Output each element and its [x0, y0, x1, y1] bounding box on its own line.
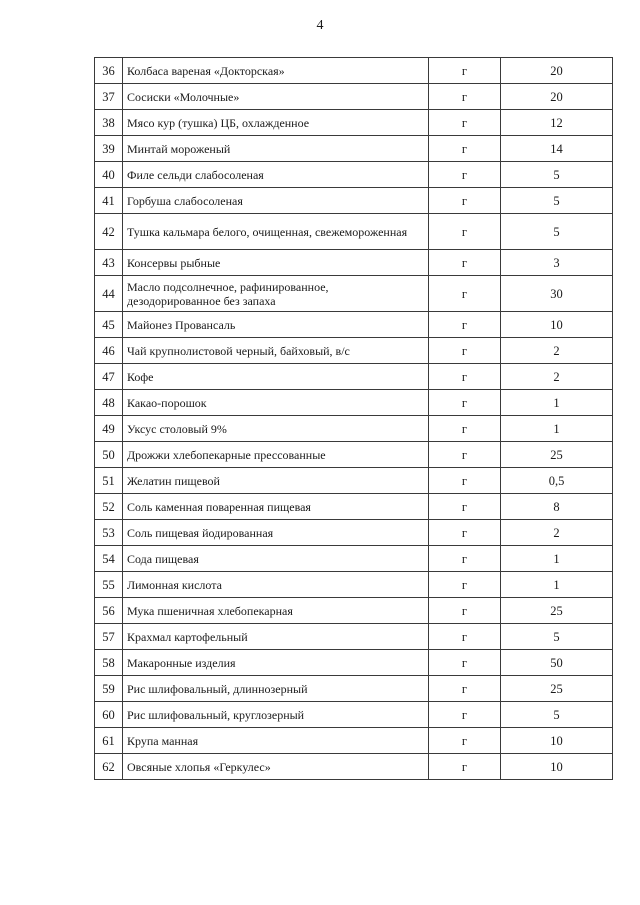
- quantity: 1: [501, 390, 613, 416]
- product-name: Майонез Провансаль: [123, 312, 429, 338]
- table-row: [95, 598, 613, 624]
- unit-of-measure: г: [429, 572, 501, 598]
- quantity: 5: [501, 162, 613, 188]
- row-number: 60: [95, 702, 123, 728]
- unit-of-measure: г: [429, 598, 501, 624]
- table-row: [95, 650, 613, 676]
- table-row: [95, 624, 613, 650]
- product-name: Рис шлифовальный, длиннозерный: [123, 676, 429, 702]
- row-number: 40: [95, 162, 123, 188]
- table-body: [95, 58, 613, 780]
- unit-of-measure: г: [429, 494, 501, 520]
- table-row: [95, 520, 613, 546]
- unit-of-measure: г: [429, 520, 501, 546]
- quantity: 10: [501, 754, 613, 780]
- product-name: Соль пищевая йодированная: [123, 520, 429, 546]
- product-name: Тушка кальмара белого, очищенная, свежемороженная: [123, 214, 429, 250]
- product-name: Масло подсолнечное, рафинированное, дезодорированное без запаха: [123, 276, 429, 312]
- row-number: 52: [95, 494, 123, 520]
- unit-of-measure: г: [429, 188, 501, 214]
- quantity: 10: [501, 312, 613, 338]
- unit-of-measure: г: [429, 338, 501, 364]
- table-row: [95, 110, 613, 136]
- table-row: [95, 136, 613, 162]
- product-name: Колбаса вареная «Докторская»: [123, 58, 429, 84]
- quantity: 0,5: [501, 468, 613, 494]
- table-row: [95, 214, 613, 250]
- table-row: [95, 416, 613, 442]
- table-row: [95, 276, 613, 312]
- row-number: 56: [95, 598, 123, 624]
- table-row: [95, 702, 613, 728]
- product-name: Сода пищевая: [123, 546, 429, 572]
- quantity: 5: [501, 624, 613, 650]
- row-number: 54: [95, 546, 123, 572]
- quantity: 1: [501, 572, 613, 598]
- quantity: 12: [501, 110, 613, 136]
- row-number: 36: [95, 58, 123, 84]
- table-row: [95, 250, 613, 276]
- product-name: Рис шлифовальный, круглозерный: [123, 702, 429, 728]
- row-number: 58: [95, 650, 123, 676]
- unit-of-measure: г: [429, 702, 501, 728]
- unit-of-measure: г: [429, 468, 501, 494]
- product-name: Консервы рыбные: [123, 250, 429, 276]
- quantity: 14: [501, 136, 613, 162]
- row-number: 45: [95, 312, 123, 338]
- unit-of-measure: г: [429, 546, 501, 572]
- unit-of-measure: г: [429, 676, 501, 702]
- quantity: 20: [501, 84, 613, 110]
- unit-of-measure: г: [429, 250, 501, 276]
- product-name: Желатин пищевой: [123, 468, 429, 494]
- unit-of-measure: г: [429, 728, 501, 754]
- product-name: Дрожжи хлебопекарные прессованные: [123, 442, 429, 468]
- quantity: 50: [501, 650, 613, 676]
- row-number: 62: [95, 754, 123, 780]
- row-number: 37: [95, 84, 123, 110]
- product-table: [94, 57, 612, 780]
- product-name: Чай крупнолистовой черный, байховый, в/с: [123, 338, 429, 364]
- quantity: 1: [501, 416, 613, 442]
- row-number: 48: [95, 390, 123, 416]
- product-name: Мясо кур (тушка) ЦБ, охлажденное: [123, 110, 429, 136]
- product-name: Уксус столовый 9%: [123, 416, 429, 442]
- row-number: 49: [95, 416, 123, 442]
- product-name: Крахмал картофельный: [123, 624, 429, 650]
- row-number: 53: [95, 520, 123, 546]
- product-name: Кофе: [123, 364, 429, 390]
- unit-of-measure: г: [429, 416, 501, 442]
- quantity: 1: [501, 546, 613, 572]
- quantity: 10: [501, 728, 613, 754]
- page-number: 4: [316, 18, 324, 33]
- table-row: [95, 572, 613, 598]
- table-row: [95, 676, 613, 702]
- unit-of-measure: г: [429, 364, 501, 390]
- row-number: 59: [95, 676, 123, 702]
- row-number: 38: [95, 110, 123, 136]
- quantity: 25: [501, 598, 613, 624]
- unit-of-measure: г: [429, 276, 501, 312]
- quantity: 20: [501, 58, 613, 84]
- row-number: 39: [95, 136, 123, 162]
- table-row: [95, 162, 613, 188]
- table-row: [95, 546, 613, 572]
- table-row: [95, 494, 613, 520]
- table-row: [95, 364, 613, 390]
- unit-of-measure: г: [429, 442, 501, 468]
- quantity: 30: [501, 276, 613, 312]
- quantity: 25: [501, 442, 613, 468]
- quantity: 2: [501, 520, 613, 546]
- row-number: 50: [95, 442, 123, 468]
- table-row: [95, 468, 613, 494]
- unit-of-measure: г: [429, 754, 501, 780]
- row-number: 51: [95, 468, 123, 494]
- unit-of-measure: г: [429, 214, 501, 250]
- product-name: Макаронные изделия: [123, 650, 429, 676]
- table-row: [95, 728, 613, 754]
- unit-of-measure: г: [429, 58, 501, 84]
- product-name: Горбуша слабосоленая: [123, 188, 429, 214]
- row-number: 47: [95, 364, 123, 390]
- row-number: 41: [95, 188, 123, 214]
- quantity: 5: [501, 188, 613, 214]
- product-name: Сосиски «Молочные»: [123, 84, 429, 110]
- product-name: Какао-порошок: [123, 390, 429, 416]
- table-row: [95, 338, 613, 364]
- product-name: Соль каменная поваренная пищевая: [123, 494, 429, 520]
- quantity: 2: [501, 364, 613, 390]
- unit-of-measure: г: [429, 162, 501, 188]
- table-row: [95, 188, 613, 214]
- product-name: Крупа манная: [123, 728, 429, 754]
- row-number: 57: [95, 624, 123, 650]
- row-number: 55: [95, 572, 123, 598]
- unit-of-measure: г: [429, 84, 501, 110]
- quantity: 2: [501, 338, 613, 364]
- quantity: 5: [501, 214, 613, 250]
- row-number: 44: [95, 276, 123, 312]
- unit-of-measure: г: [429, 624, 501, 650]
- table-row: [95, 442, 613, 468]
- product-name: Лимонная кислота: [123, 572, 429, 598]
- product-name: Овсяные хлопья «Геркулес»: [123, 754, 429, 780]
- product-name: Филе сельди слабосоленая: [123, 162, 429, 188]
- product-name: Минтай мороженый: [123, 136, 429, 162]
- table-row: [95, 84, 613, 110]
- quantity: 5: [501, 702, 613, 728]
- unit-of-measure: г: [429, 650, 501, 676]
- product-name: Мука пшеничная хлебопекарная: [123, 598, 429, 624]
- unit-of-measure: г: [429, 312, 501, 338]
- quantity: 8: [501, 494, 613, 520]
- unit-of-measure: г: [429, 110, 501, 136]
- unit-of-measure: г: [429, 390, 501, 416]
- quantity: 25: [501, 676, 613, 702]
- row-number: 43: [95, 250, 123, 276]
- table-row: [95, 58, 613, 84]
- table-row: [95, 312, 613, 338]
- quantity: 3: [501, 250, 613, 276]
- row-number: 42: [95, 214, 123, 250]
- unit-of-measure: г: [429, 136, 501, 162]
- row-number: 61: [95, 728, 123, 754]
- table-row: [95, 754, 613, 780]
- table-row: [95, 390, 613, 416]
- row-number: 46: [95, 338, 123, 364]
